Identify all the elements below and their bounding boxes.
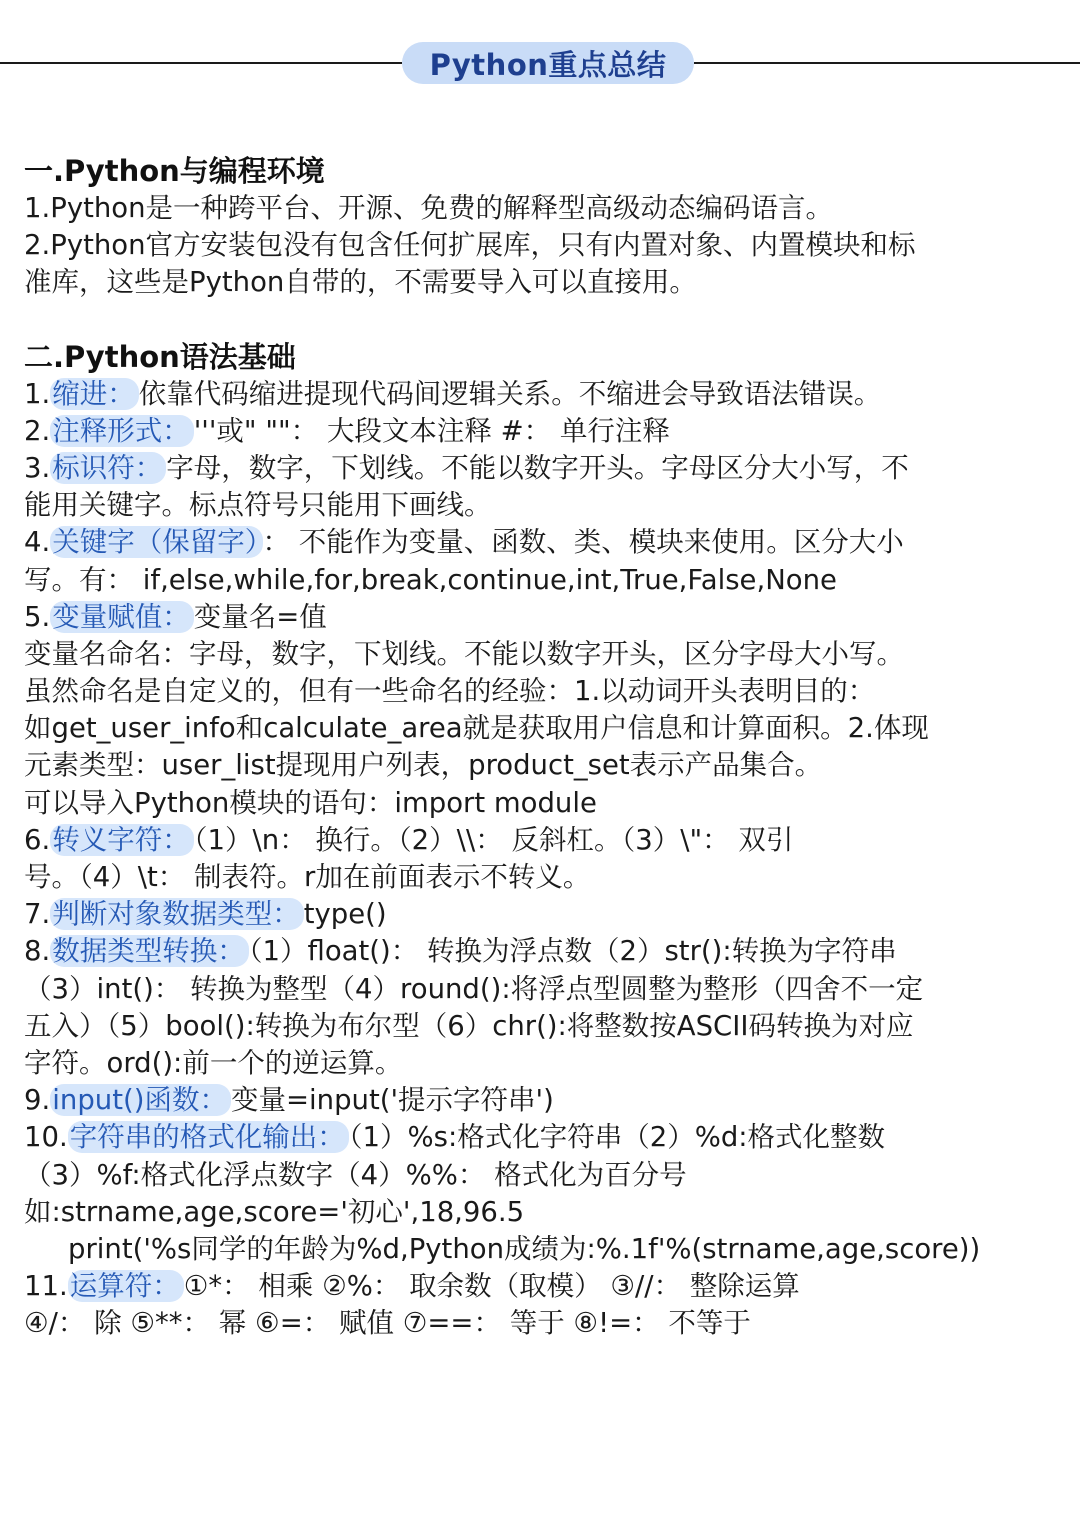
item-text: （1）%s:格式化字符串（2）%d:格式化整数 [348, 1121, 886, 1154]
item-number: 11. [24, 1270, 68, 1303]
list-item [24, 450, 1056, 487]
item-continuation: 字符。ord():前一个的逆运算。 [24, 1046, 403, 1079]
code-example: print('%s同学的年龄为%d,Python成绩为:%.1f'%(strname,age,score)) [68, 1232, 981, 1265]
item-keyword-highlight: 注释形式： [50, 415, 194, 447]
document-body [24, 152, 1056, 1342]
item-text: （1）float()： 转换为浮点数（2）str():转换为字符串 [248, 935, 897, 968]
list-item [24, 896, 1056, 933]
item-text: 变量名=值 [193, 600, 327, 633]
item-text: 字母，数字，下划线。不能以数字开头。字母区分大小写，不 [166, 451, 909, 484]
item-number: 1. [24, 377, 51, 410]
item-continuation: 如:strname,age,score='初心',18,96.5 [24, 1195, 525, 1228]
header-banner [0, 42, 1080, 86]
item-continuation: 虽然命名是自定义的，但有一些命名的经验：1.以动词开头表明目的： [24, 675, 876, 708]
list-item [24, 413, 1056, 450]
item-number: 6. [24, 823, 51, 856]
item-number: 10. [24, 1121, 68, 1154]
item-continuation: （3）%f:格式化浮点数字（4）%%： 格式化为百分号 [24, 1158, 687, 1191]
item-continuation: （3）int()： 转换为整型（4）round():将浮点型圆整为整形（四舍不一定 [24, 972, 924, 1005]
list-item [24, 933, 1056, 970]
item-continuation: 能用关键字。标点符号只能用下画线。 [24, 489, 492, 522]
paragraph-line: 1.Python是一种跨平台、开源、免费的解释型高级动态编码语言。 [24, 192, 834, 224]
paragraph-line: 2.Python官方安装包没有包含任何扩展库，只有内置对象、内置模块和标 [24, 229, 916, 262]
item-continuation: 号。（4）\t： 制表符。r加在前面表示不转义。 [24, 861, 591, 893]
item-keyword-highlight: 变量赋值： [50, 601, 194, 633]
item-text: ①*： 相乘 ②%： 取余数（取模） ③//： 整除运算 [183, 1270, 800, 1303]
section-title-1: 一.Python与编程环境 [24, 154, 325, 188]
item-keyword-highlight: 转义字符： [50, 824, 194, 856]
item-continuation: 如get_user_info和calculate_area就是获取用户信息和计算面积。2.体现 [24, 712, 929, 745]
item-keyword-highlight: 缩进： [50, 378, 139, 410]
item-text: type() [303, 898, 387, 931]
item-number: 9. [24, 1084, 51, 1117]
list-item [24, 524, 1056, 561]
item-keyword-highlight: input()函数： [50, 1084, 231, 1116]
item-text: 变量=input('提示字符串') [230, 1084, 554, 1117]
item-keyword-highlight: 标识符： [50, 452, 166, 484]
item-keyword-highlight: 关键字（保留字） [50, 526, 262, 558]
item-number: 8. [24, 935, 51, 968]
list-item [24, 1082, 1056, 1119]
item-number: 7. [24, 898, 51, 931]
item-keyword-highlight: 字符串的格式化输出： [68, 1121, 349, 1153]
item-keyword-highlight: 数据类型转换： [50, 935, 249, 967]
item-continuation: 写。有： if,else,while,for,break,continue,int,True,False,None [24, 563, 837, 596]
item-text: '''或" ""： 大段文本注释 #： 单行注释 [193, 414, 670, 447]
item-continuation: 变量名命名：字母，数字，下划线。不能以数字开头，区分字母大小写。 [24, 637, 904, 670]
item-text: （1）\n： 换行。（2）\\： 反斜杠。（3）\"： 双引 [193, 823, 794, 856]
item-keyword-highlight: 判断对象数据类型： [50, 898, 304, 930]
list-item [24, 1268, 1056, 1305]
item-text: ： 不能作为变量、函数、类、模块来使用。区分大小 [262, 526, 904, 559]
item-number: 5. [24, 600, 51, 633]
item-keyword-highlight: 运算符： [68, 1270, 184, 1302]
list-item [24, 1119, 1056, 1156]
list-item [24, 822, 1056, 859]
item-continuation: ④/： 除 ⑤**： 幂 ⑥=： 赋值 ⑦==： 等于 ⑧!=： 不等于 [24, 1307, 751, 1340]
section-title-2: 二.Python语法基础 [24, 339, 296, 374]
item-continuation: 元素类型：user_list提现用户列表，product_set表示产品集合。 [24, 749, 823, 782]
list-item [24, 599, 1056, 636]
item-continuation: 可以导入Python模块的语句：import module [24, 786, 597, 819]
item-number: 3. [24, 451, 51, 484]
paragraph-line: 准库，这些是Python自带的，不需要导入可以直接用。 [24, 266, 697, 299]
header-rule-left [0, 62, 402, 64]
item-continuation: 五入）（5）bool():转换为布尔型（6）chr():将整数按ASCII码转换为对应 [24, 1009, 914, 1042]
list-item [24, 376, 1056, 413]
item-number: 2. [24, 414, 51, 447]
page-title: Python重点总结 [402, 42, 694, 84]
header-rule-right [694, 62, 1080, 64]
item-number: 4. [24, 526, 51, 559]
item-text: 依靠代码缩进提现代码间逻辑关系。不缩进会导致语法错误。 [138, 377, 882, 410]
